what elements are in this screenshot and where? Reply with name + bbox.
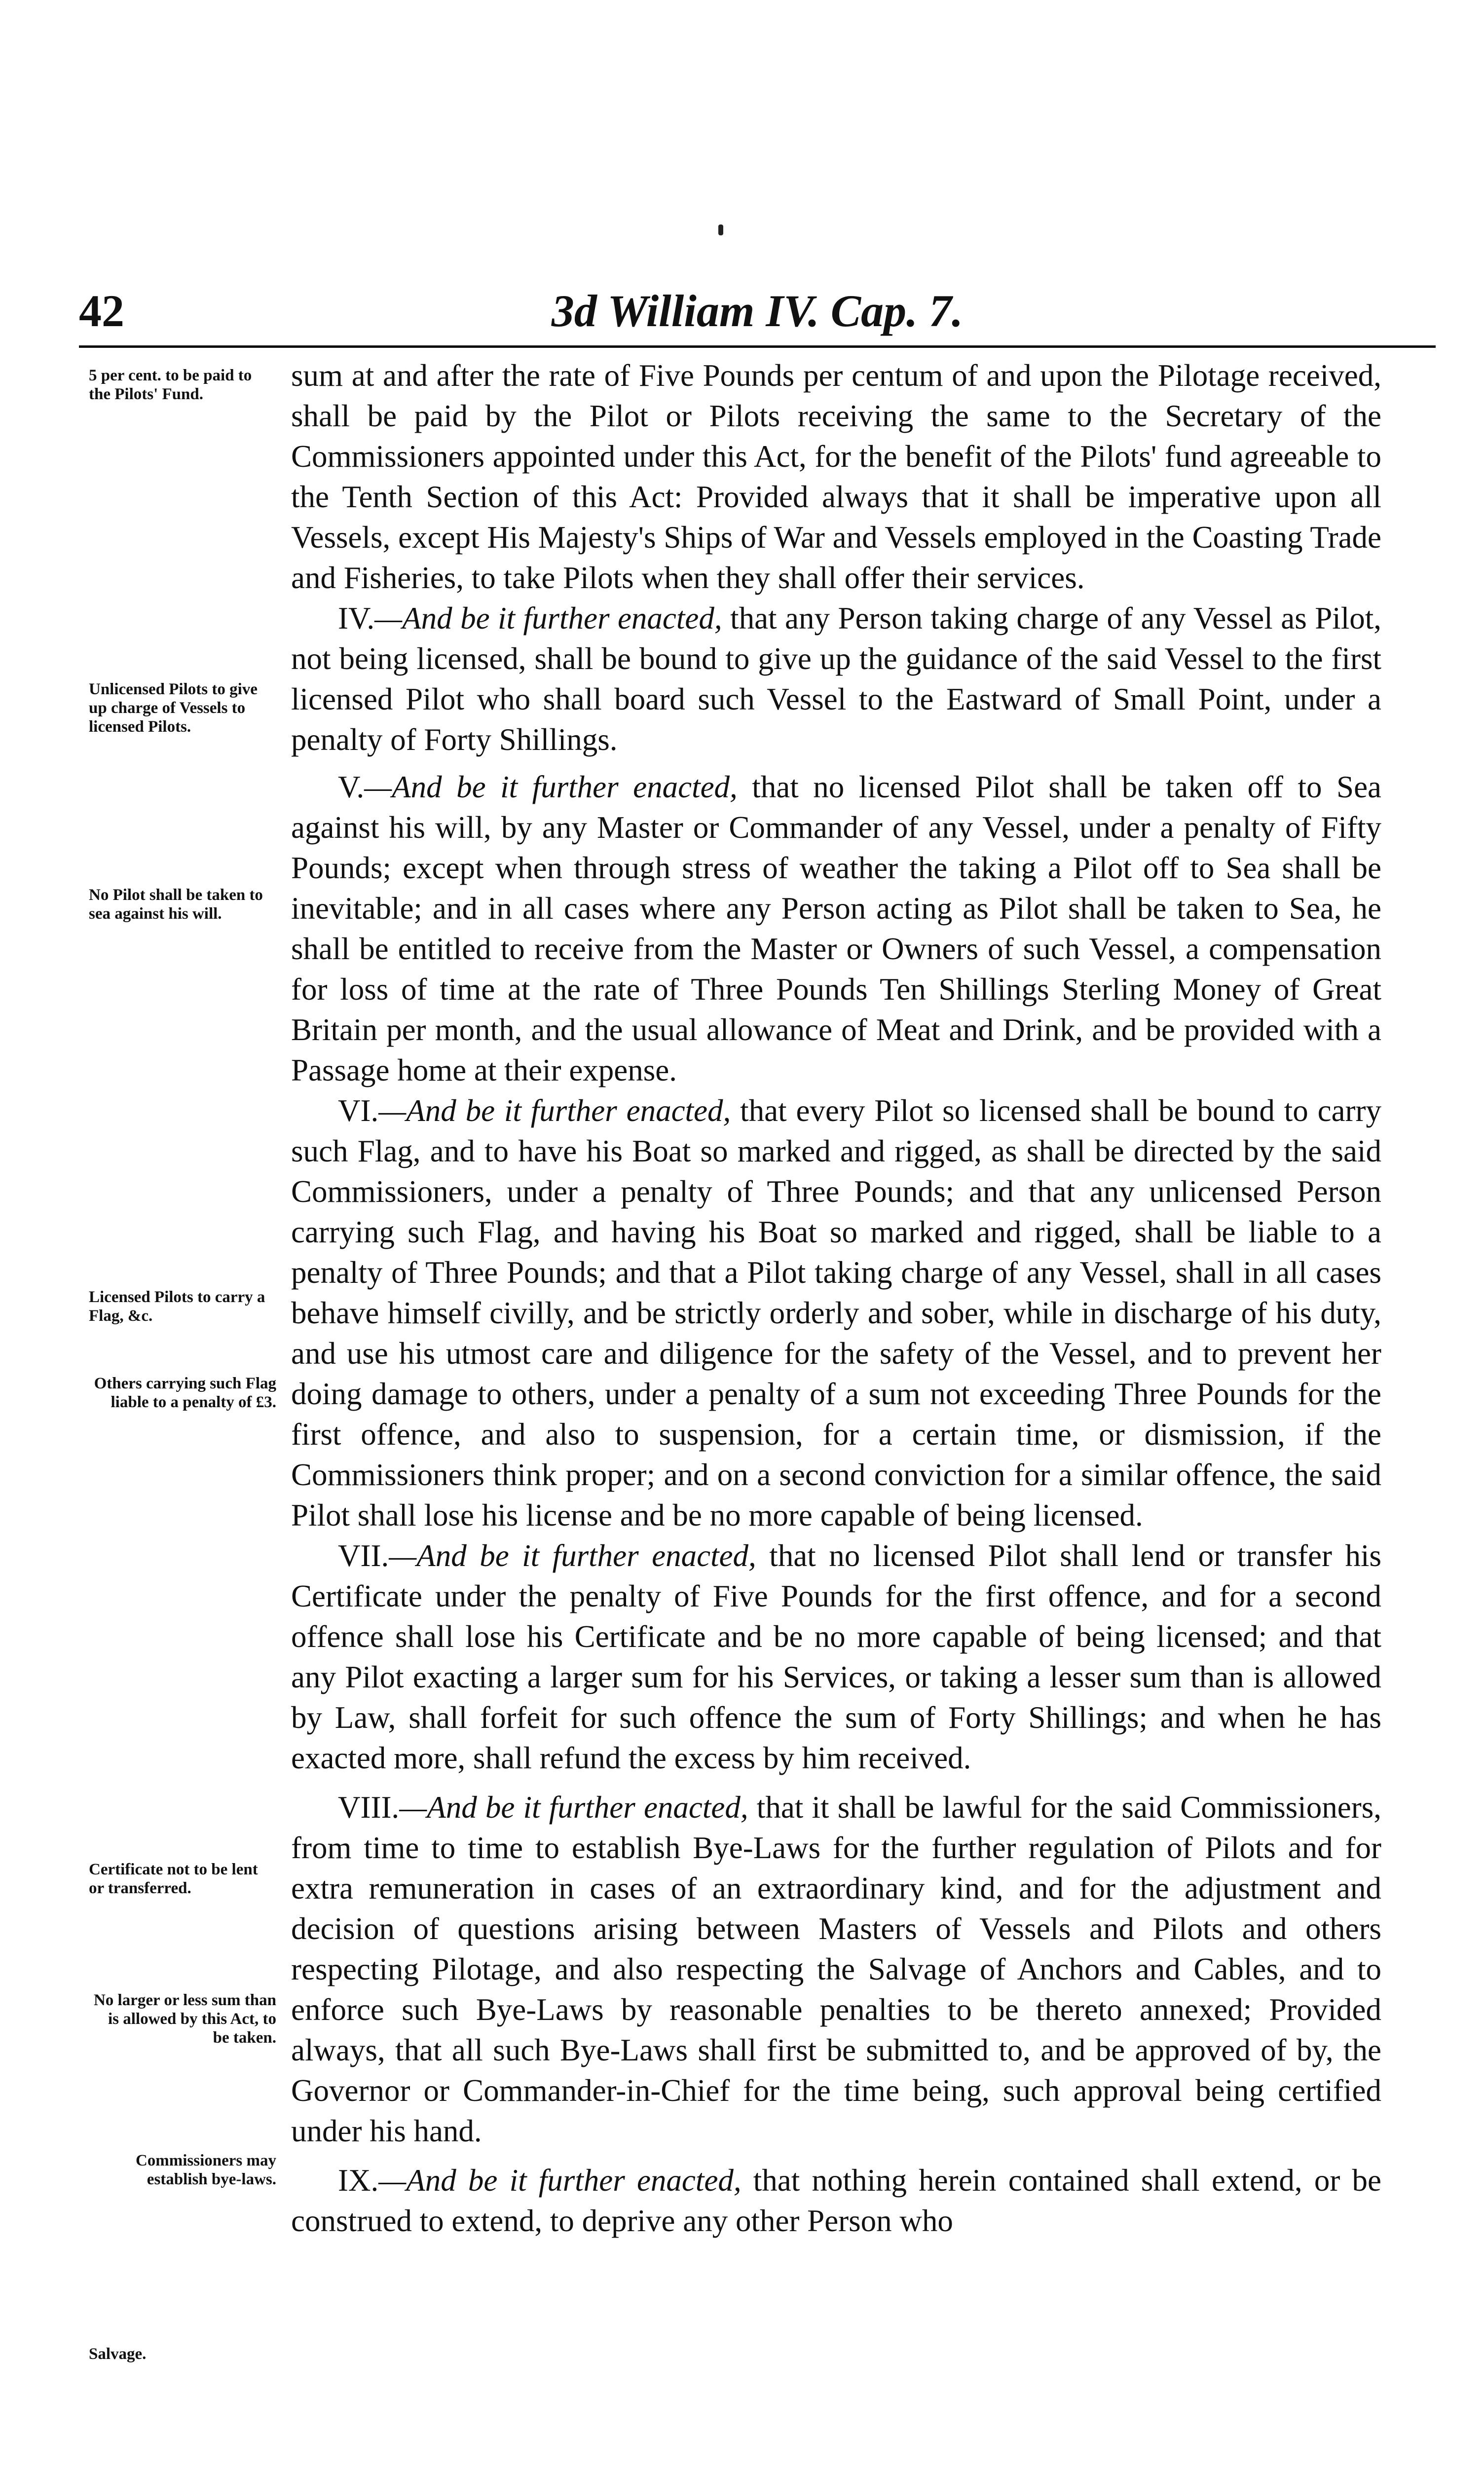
section-vii <box>291 1535 1381 1778</box>
enacting-clause: —And be it further enacted, <box>364 770 738 804</box>
section-viii <box>291 1787 1381 2151</box>
enacting-clause: —And be it further enacted, <box>378 1093 731 1128</box>
section-v <box>291 767 1381 1090</box>
section-vi <box>291 1090 1381 1535</box>
margin-note-sum-allowed: No larger or less sum than is allowed by this Act, to be taken. <box>93 1991 276 2047</box>
section-number: IX. <box>338 2163 379 2198</box>
paragraph-text: that no licensed Pilot shall be taken off to Sea against his will, by any Master or Commander of any Vessel, under a penalty of Fifty Pounds; except when through stress of weather the taking a Pilot off to Sea shall be inevitable; and in all cases where any Person acting as Pilot shall be taken to Sea, he shall be entitled to receive from the Master or Owners of such Vessel, a compensation for loss of time at the rate of Three Pounds Ten Shillings Sterling Money of Great Britain per month, and the usual allowance of Meat and Drink, and be provided with a Passage home at their expense. <box>291 770 1381 1087</box>
section-number: IV. <box>338 601 375 635</box>
margin-note-bye-laws: Commissioners may establish bye-laws. <box>135 2152 276 2188</box>
margin-note-certificate: Certificate not to be lent or transferred. <box>89 1861 258 1897</box>
header-rule <box>79 345 1436 348</box>
paragraph-text: that every Pilot so licensed shall be bound to carry such Flag, and to have his Boat so marked and rigged, as shall be directed by the said Commissioners, under a penalty of Three Pounds; and that any unlicensed Person carrying such Flag, and having his Boat so marked and rigged, shall be liable to a penalty of Three Pounds; and that a Pilot taking charge of any Vessel, shall in all cases behave himself civilly, and be strictly orderly and sober, while in discharge of his duty, and use his utmost care and diligence for the safety of the Vessel, and to prevent her doing damage to others, under a penalty of a sum not exceeding Three Pounds for the first offence, and also to suspension, for a certain time, or dismission, if the Commissioners think proper; and on a second conviction for a similar offence, the said Pilot shall lose his license and be no more capable of being licensed. <box>291 1093 1381 1533</box>
section-number: VII. <box>338 1538 389 1573</box>
enacting-clause: —And be it further enacted, <box>399 1790 748 1825</box>
running-title: 3d William IV. Cap. 7. <box>551 286 964 336</box>
section-ix <box>291 2160 1381 2241</box>
paragraph-text: that nothing herein contained shall extend, or be construed to extend, to deprive any other Person who <box>291 2163 1381 2238</box>
margin-note-pilots-fund: 5 per cent. to be paid to the Pilots' Fund. <box>89 367 252 403</box>
enacting-clause: —And be it further enacted, <box>389 1538 756 1573</box>
page-number: 42 <box>79 286 124 336</box>
enacting-clause: —And be it further enacted, <box>374 601 722 635</box>
section-number: V. <box>338 770 365 804</box>
body-text <box>291 355 1381 2241</box>
paragraph-text: that no licensed Pilot shall lend or transfer his Certificate under the penalty of Five Pounds for the first offence, and for a second offence shall lose his Certificate and be no more capable of being licensed; and that any Pilot exacting a larger sum for his Services, or taking a lesser sum than is allowed by Law, shall forfeit for such offence the sum of Forty Shillings; and when he has exacted more, shall refund the excess by him received. <box>291 1538 1382 1775</box>
paragraph-text: sum at and after the rate of Five Pounds per centum of and upon the Pilotage received, shall be paid by the Pilot or Pilots receiving the same to the Secretary of the Commissioners appointed under this Act, for the benefit of the Pilots' fund agreeable to the Tenth Section of this Act: Provided always that it shall be imperative upon all Vessels, except His Majesty's Ships of War and Vessels employed in the Coasting Trade and Fisheries, to take Pilots when they shall offer their services. <box>291 358 1381 595</box>
margin-note-not-taken-to-sea: No Pilot shall be taken to sea against his will. <box>89 886 263 923</box>
ink-mark <box>718 224 723 235</box>
margin-note-salvage: Salvage. <box>89 2345 147 2363</box>
section-number: VIII. <box>338 1790 400 1825</box>
paragraph-continuation <box>291 355 1381 598</box>
margin-note-licensed-flag: Licensed Pilots to carry a Flag, &c. <box>89 1288 265 1325</box>
margin-note-others-flag-penalty: Others carrying such Flag liable to a penalty of £3. <box>94 1375 276 1411</box>
page-header <box>79 284 1436 338</box>
paragraph-text: that any Person taking charge of any Vessel as Pilot, not being licensed, shall be bound to give up the guidance of the said Vessel to the first licensed Pilot who shall board such Vessel to the Eastward of Small Point, under a penalty of Forty Shillings. <box>291 601 1381 757</box>
enacting-clause: —And be it further enacted, <box>378 2163 742 2198</box>
section-iv <box>291 598 1381 760</box>
section-number: VI. <box>338 1093 379 1128</box>
margin-note-unlicensed-pilots: Unlicensed Pilots to give up charge of Vessels to licensed Pilots. <box>89 680 258 736</box>
paragraph-text: that it shall be lawful for the said Commissioners, from time to time to establish Bye-Laws for the further regulation of Pilots and for extra remuneration in cases of an extraordinary kind, and for the adjustment and decision of questions arising between Masters of Vessels and Pilots and others respecting Pilotage, and also respecting the Salvage of Anchors and Cables, and to enforce such Bye-Laws by reasonable penalties to be thereto annexed; Provided always, that all such Bye-Laws shall first be submitted to, and be approved of by, the Governor or Commander-in-Chief for the time being, such approval being certified under his hand. <box>291 1790 1381 2148</box>
